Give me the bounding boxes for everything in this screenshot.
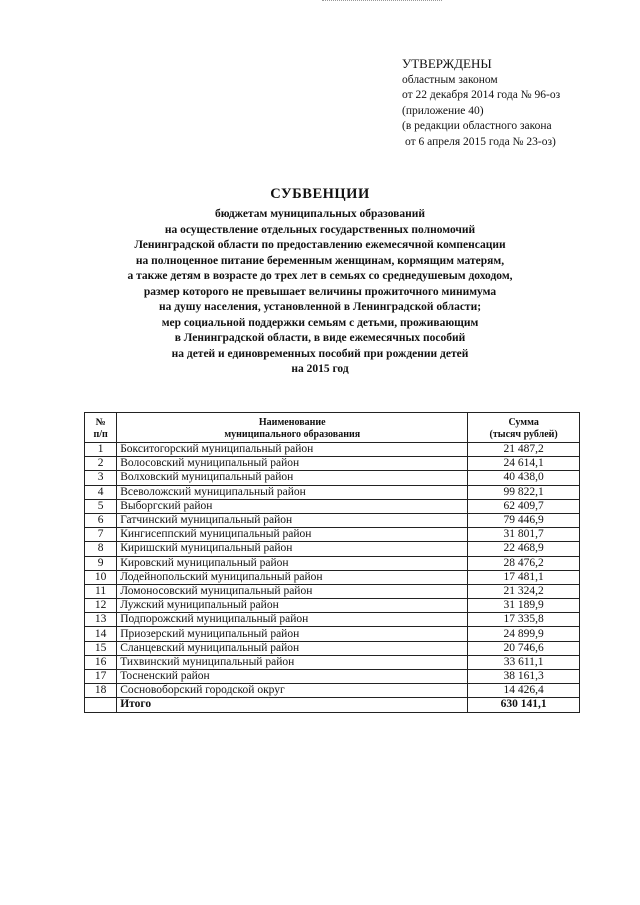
title-line: в Ленинградской области, в виде ежемесячных пособий: [174, 332, 466, 344]
row-sum: 17 481,1: [468, 570, 580, 584]
title-line: размер которого не превышает величины прожиточного минимума: [143, 285, 497, 298]
approval-line: от 22 декабря 2014 года № 96-оз: [402, 89, 561, 101]
row-num: 4: [85, 485, 117, 499]
table-row: [85, 684, 580, 698]
scan-artifact: [322, 0, 442, 5]
row-name: Всеволожский муниципальный район: [117, 485, 468, 499]
table-row: [85, 556, 580, 570]
row-name: Сосновоборский городской округ: [117, 684, 468, 698]
row-num: 5: [85, 499, 117, 513]
row-name: Выборгский район: [117, 499, 468, 513]
table-row: [85, 570, 580, 584]
title-line: на осуществление отдельных государственных полномочий: [164, 223, 476, 236]
row-num: 7: [85, 528, 117, 542]
row-sum: 20 746,6: [468, 641, 580, 655]
row-num: 8: [85, 542, 117, 556]
row-name: Тосненский район: [117, 670, 468, 684]
row-name: Волховский муниципальный район: [117, 471, 468, 485]
row-name: Приозерский муниципальный район: [117, 627, 468, 641]
header-num-line2: п/п: [93, 429, 108, 440]
table-row: [85, 599, 580, 613]
row-name: Кировский муниципальный район: [117, 556, 468, 570]
row-num: 10: [85, 570, 117, 584]
title-line: на 2015 год: [291, 363, 349, 375]
total-sum: 630 141,1: [468, 698, 580, 712]
table-header-row: [85, 413, 580, 443]
document-title: [40, 186, 600, 378]
table-row: [85, 542, 580, 556]
title-line: на душу населения, установленной в Ленинградской области;: [158, 301, 482, 313]
row-name: Сланцевский муниципальный район: [117, 641, 468, 655]
row-sum: 14 426,4: [468, 684, 580, 698]
row-sum: 24 614,1: [468, 457, 580, 471]
title-main: СУБВЕНЦИИ: [270, 186, 370, 202]
title-line: бюджетам муниципальных образований: [214, 208, 426, 220]
row-num: 14: [85, 627, 117, 641]
table-row: [85, 513, 580, 527]
title-line: на детей и единовременных пособий при рождении детей: [171, 347, 469, 360]
row-name: Бокситогорский муниципальный район: [117, 443, 468, 457]
approval-heading: УТВЕРЖДЕНЫ: [402, 56, 492, 71]
row-num: 1: [85, 443, 117, 457]
total-num-cell: [85, 698, 117, 712]
row-num: 11: [85, 584, 117, 598]
table-row: [85, 443, 580, 457]
row-num: 6: [85, 513, 117, 527]
row-num: 15: [85, 641, 117, 655]
table-row: [85, 457, 580, 471]
row-sum: 31 189,9: [468, 599, 580, 613]
row-num: 17: [85, 670, 117, 684]
row-name: Волосовский муниципальный район: [117, 457, 468, 471]
header-sum: [468, 413, 580, 443]
table-row: [85, 655, 580, 669]
approval-line: (приложение 40): [402, 104, 484, 117]
row-name: Подпорожский муниципальный район: [117, 613, 468, 627]
row-sum: 22 468,9: [468, 542, 580, 556]
row-num: 12: [85, 599, 117, 613]
total-label: Итого: [117, 698, 468, 712]
row-sum: 21 324,2: [468, 584, 580, 598]
table-row: [85, 584, 580, 598]
row-sum: 62 409,7: [468, 499, 580, 513]
row-name: Киришский муниципальный район: [117, 542, 468, 556]
row-sum: 79 446,9: [468, 513, 580, 527]
title-line: Ленинградской области по предоставлению ежемесячной компенсации: [134, 239, 506, 251]
header-sum-line2: (тысяч рублей): [489, 429, 558, 440]
header-name-line1: Наименование: [258, 417, 326, 428]
row-num: 18: [85, 684, 117, 698]
title-line: мер социальной поддержки семьям с детьми, проживающим: [161, 316, 479, 329]
row-sum: 28 476,2: [468, 556, 580, 570]
row-name: Лужский муниципальный район: [117, 599, 468, 613]
approval-stamp: [402, 56, 632, 150]
row-sum: 24 899,9: [468, 627, 580, 641]
row-sum: 21 487,2: [468, 443, 580, 457]
row-name: Гатчинский муниципальный район: [117, 513, 468, 527]
title-line: а также детям в возрасте до трех лет в семьях со среднедушевым доходом,: [127, 270, 513, 282]
table-row: [85, 471, 580, 485]
table-row: [85, 528, 580, 542]
row-name: Тихвинский муниципальный район: [117, 655, 468, 669]
row-sum: 38 161,3: [468, 670, 580, 684]
table-row: [85, 627, 580, 641]
row-sum: 31 801,7: [468, 528, 580, 542]
row-num: 9: [85, 556, 117, 570]
row-sum: 33 611,1: [468, 655, 580, 669]
row-name: Кингисеппский муниципальный район: [117, 528, 468, 542]
table-body: [85, 443, 580, 698]
subsidy-table: [84, 412, 580, 713]
approval-line: от 6 апреля 2015 года № 23-оз): [405, 135, 556, 148]
header-name: [117, 413, 468, 443]
table-row: [85, 499, 580, 513]
title-line: на полноценное питание беременным женщинам, кормящим матерям,: [135, 254, 505, 267]
row-num: 13: [85, 613, 117, 627]
row-sum: 99 822,1: [468, 485, 580, 499]
table-row: [85, 670, 580, 684]
approval-line: областным законом: [402, 73, 498, 86]
table-row: [85, 485, 580, 499]
row-sum: 40 438,0: [468, 471, 580, 485]
row-num: 16: [85, 655, 117, 669]
table-total-row: [85, 698, 580, 712]
row-num: 3: [85, 471, 117, 485]
approval-line: (в редакции областного закона: [402, 120, 552, 132]
header-num-line1: №: [95, 417, 106, 428]
row-name: Ломоносовский муниципальный район: [117, 584, 468, 598]
row-name: Лодейнопольский муниципальный район: [117, 570, 468, 584]
title-subtitle: [40, 207, 600, 378]
table-row: [85, 613, 580, 627]
row-sum: 17 335,8: [468, 613, 580, 627]
header-name-line2: муниципального образования: [224, 429, 361, 440]
table-row: [85, 641, 580, 655]
row-num: 2: [85, 457, 117, 471]
header-num: [85, 413, 117, 443]
header-sum-line1: Сумма: [508, 417, 539, 428]
